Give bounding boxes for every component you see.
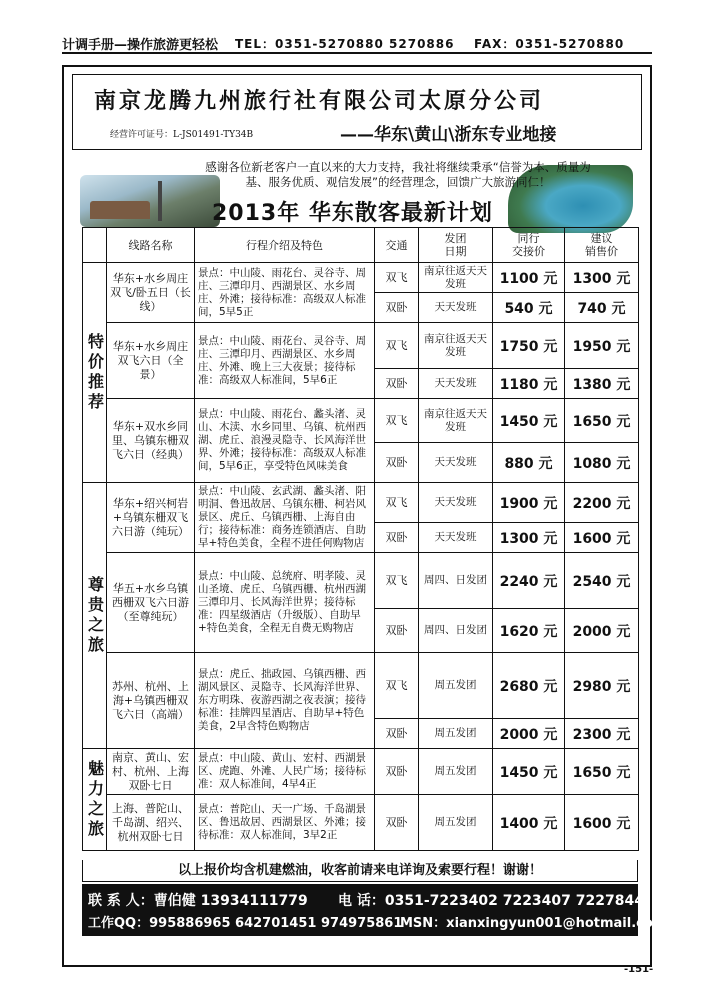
table-row — [83, 323, 639, 369]
retail-price: 1650 元 — [565, 399, 639, 443]
transport: 双卧 — [375, 719, 419, 749]
transport: 双飞 — [375, 553, 419, 609]
depart-date: 周五发团 — [419, 653, 493, 719]
trade-price: 880 元 — [493, 443, 565, 483]
route-desc: 景点：普陀山、天一广场、千岛湖景区、鲁迅故居、西湖景区、外滩；接待标准：双人标准间，3早2正 — [195, 795, 375, 851]
route-name: 华东+双水乡同里、乌镇东栅双飞六日（经典） — [107, 399, 195, 483]
depart-date: 南京往返天天发班 — [419, 263, 493, 293]
header-trans: 交通 — [375, 228, 419, 263]
trade-price: 2680 元 — [493, 653, 565, 719]
transport: 双卧 — [375, 749, 419, 795]
retail-price: 1080 元 — [565, 443, 639, 483]
depart-date: 天天发班 — [419, 523, 493, 553]
transport: 双卧 — [375, 369, 419, 399]
depart-date: 周五发团 — [419, 749, 493, 795]
contact-phone: 电 话：0351-7223402 7223407 7227844（F） — [338, 893, 682, 909]
header-depart-line1: 发团 — [444, 232, 467, 245]
contact-qq: 工作QQ：995886965 642701451 974975861 — [88, 916, 403, 931]
trade-price: 1300 元 — [493, 523, 565, 553]
table-row — [83, 483, 639, 523]
transport: 双飞 — [375, 653, 419, 719]
table-row — [83, 749, 639, 795]
depart-date: 天天发班 — [419, 293, 493, 323]
retail-price: 2000 元 — [565, 609, 639, 653]
header-price-line2: 交接价 — [512, 245, 545, 258]
route-name: 苏州、杭州、上海+乌镇西栅双飞六日（高端） — [107, 653, 195, 749]
header-desc: 行程介绍及特色 — [195, 228, 375, 263]
table-header-row — [83, 228, 639, 263]
retail-price: 1650 元 — [565, 749, 639, 795]
trade-price: 540 元 — [493, 293, 565, 323]
depart-date: 天天发班 — [419, 443, 493, 483]
header-retail-line2: 销售价 — [585, 245, 618, 258]
route-desc: 景点：中山陵、总统府、明孝陵、灵山圣境、虎丘、乌镇西栅、杭州西湖三潭印月、长风海洋世界；接待标准：四星级酒店（升级版）、自助早+特色美食，全程无自费无购物店 — [195, 553, 375, 653]
header-depart — [419, 228, 493, 263]
contact-bar — [82, 884, 682, 936]
category-luxury: 尊贵之旅 — [83, 483, 107, 749]
table-row — [83, 553, 639, 609]
header-route: 线路名称 — [107, 228, 195, 263]
depart-date: 天天发班 — [419, 483, 493, 523]
route-name: 华东+水乡周庄双飞六日（全景） — [107, 323, 195, 399]
header-price-line1: 同行 — [517, 232, 540, 245]
route-desc: 景点：中山陵、雨花台、蠡头渚、灵山、木渎、水乡同里、乌镇、杭州西湖、虎丘、浪漫灵隐寺、长风海洋世界、外滩；接待标准：高级双人标准间，5早6正，享受特色风味美食 — [195, 399, 375, 483]
retail-price: 1600 元 — [565, 523, 639, 553]
transport: 双卧 — [375, 523, 419, 553]
transport: 双卧 — [375, 795, 419, 851]
contact-msn: MSN：xianxingyun001@hotmail.com — [400, 916, 667, 931]
depart-date: 周四、日发团 — [419, 609, 493, 653]
retail-price: 1600 元 — [565, 795, 639, 851]
table-row — [83, 795, 639, 851]
retail-price: 2200 元 — [565, 483, 639, 523]
license-number: 经营许可证号：L-JS01491-TY34B — [110, 130, 254, 140]
route-name: 南京、黄山、宏村、杭州、上海双卧七日 — [107, 749, 195, 795]
depart-date: 天天发班 — [419, 369, 493, 399]
banner-tel: TEL：0351-5270880 5270886 — [235, 37, 455, 51]
route-desc: 景点：中山陵、雨花台、灵谷寺、周庄、三潭印月、西湖景区、水乡周庄、外滩、晚上三大夜景；接待标准：高级双人标准间，5早6正 — [195, 323, 375, 399]
trade-price: 1450 元 — [493, 749, 565, 795]
transport: 双飞 — [375, 263, 419, 293]
route-name: 上海、普陀山、千岛湖、绍兴、杭州双卧七日 — [107, 795, 195, 851]
category-special: 特价推荐 — [83, 263, 107, 483]
header-depart-line2: 日期 — [444, 245, 467, 258]
company-slogan: ——华东\黄山\浙东专业地接 — [340, 125, 557, 145]
retail-price: 1950 元 — [565, 323, 639, 369]
transport: 双卧 — [375, 443, 419, 483]
retail-price: 1300 元 — [565, 263, 639, 293]
trade-price: 1900 元 — [493, 483, 565, 523]
retail-price: 740 元 — [565, 293, 639, 323]
page-number: -151- — [624, 964, 654, 975]
route-name: 华五+水乡乌镇西栅双飞六日游（至尊纯玩） — [107, 553, 195, 653]
trade-price: 2240 元 — [493, 553, 565, 609]
retail-price: 2980 元 — [565, 653, 639, 719]
trade-price: 1400 元 — [493, 795, 565, 851]
table-row — [83, 263, 639, 293]
table-row — [83, 653, 639, 719]
retail-price: 1380 元 — [565, 369, 639, 399]
transport: 双卧 — [375, 293, 419, 323]
thanks-message: 感谢各位新老客户一直以来的大力支持，我社将继续秉承“信誉为本、质量为基、服务优质、观信发展”的经营理念，回馈广大旅游同仁！ — [205, 160, 591, 189]
table-row — [83, 399, 639, 443]
transport: 双飞 — [375, 483, 419, 523]
trade-price: 1750 元 — [493, 323, 565, 369]
depart-date: 南京往返天天发班 — [419, 399, 493, 443]
route-name: 华东+绍兴柯岩+乌镇东栅双飞六日游（纯玩） — [107, 483, 195, 553]
banner-divider — [62, 52, 652, 54]
route-desc: 景点：中山陵、黄山、宏村、西湖景区、虎跑、外滩、人民广场；接待标准：双人标准间，4早4正 — [195, 749, 375, 795]
company-name: 南京龙腾九州旅行社有限公司太原分公司 — [94, 89, 545, 114]
depart-date: 南京往返天天发班 — [419, 323, 493, 369]
route-desc: 景点：中山陵、玄武湖、蠡头渚、阳明洞、鲁迅故居、乌镇东栅、柯岩风景区、虎丘、乌镇西栅、上海自由行；接待标准：商务连锁酒店、自助早+特色美食，全程不进任何购物店 — [195, 483, 375, 553]
route-desc: 景点：虎丘、拙政园、乌镇西栅、西湖风景区、灵隐寺、长风海洋世界、东方明珠、夜游西湖之夜表演；接待标准：挂牌四星酒店、自助早+特色美食，2早含特色购物店 — [195, 653, 375, 749]
category-charm: 魅力之旅 — [83, 749, 107, 851]
retail-price: 2540 元 — [565, 553, 639, 609]
transport: 双卧 — [375, 609, 419, 653]
retail-price: 2300 元 — [565, 719, 639, 749]
tour-price-table — [82, 227, 639, 851]
transport: 双飞 — [375, 399, 419, 443]
header-price — [493, 228, 565, 263]
route-desc: 景点：中山陵、雨花台、灵谷寺、周庄、三潭印月、西湖景区、水乡周庄、外滩；接待标准：高级双人标准间，5早5正 — [195, 263, 375, 323]
depart-date: 周四、日发团 — [419, 553, 493, 609]
trade-price: 1620 元 — [493, 609, 565, 653]
header-category — [83, 228, 107, 263]
plan-title: 2013年 华东散客最新计划 — [212, 201, 493, 226]
trade-price: 1100 元 — [493, 263, 565, 293]
header-retail-line1: 建议 — [590, 232, 613, 245]
depart-date: 周五发团 — [419, 719, 493, 749]
header-retail — [565, 228, 639, 263]
top-banner — [62, 32, 652, 54]
trade-price: 1180 元 — [493, 369, 565, 399]
depart-date: 周五发团 — [419, 795, 493, 851]
contact-row-2 — [88, 912, 667, 931]
price-note: 以上报价均含机建燃油，收客前请来电详询及索要行程！谢谢！ — [82, 860, 638, 882]
contact-person: 联 系 人：曹伯健 13934111779 — [88, 893, 308, 909]
banner-slogan: 计调手册—操作旅游更轻松 — [62, 38, 219, 53]
trade-price: 1450 元 — [493, 399, 565, 443]
banner-fax: FAX：0351-5270880 — [474, 37, 625, 51]
transport: 双飞 — [375, 323, 419, 369]
contact-row-1 — [88, 890, 682, 910]
trade-price: 2000 元 — [493, 719, 565, 749]
route-name: 华东+水乡周庄双飞/卧五日（长线） — [107, 263, 195, 323]
